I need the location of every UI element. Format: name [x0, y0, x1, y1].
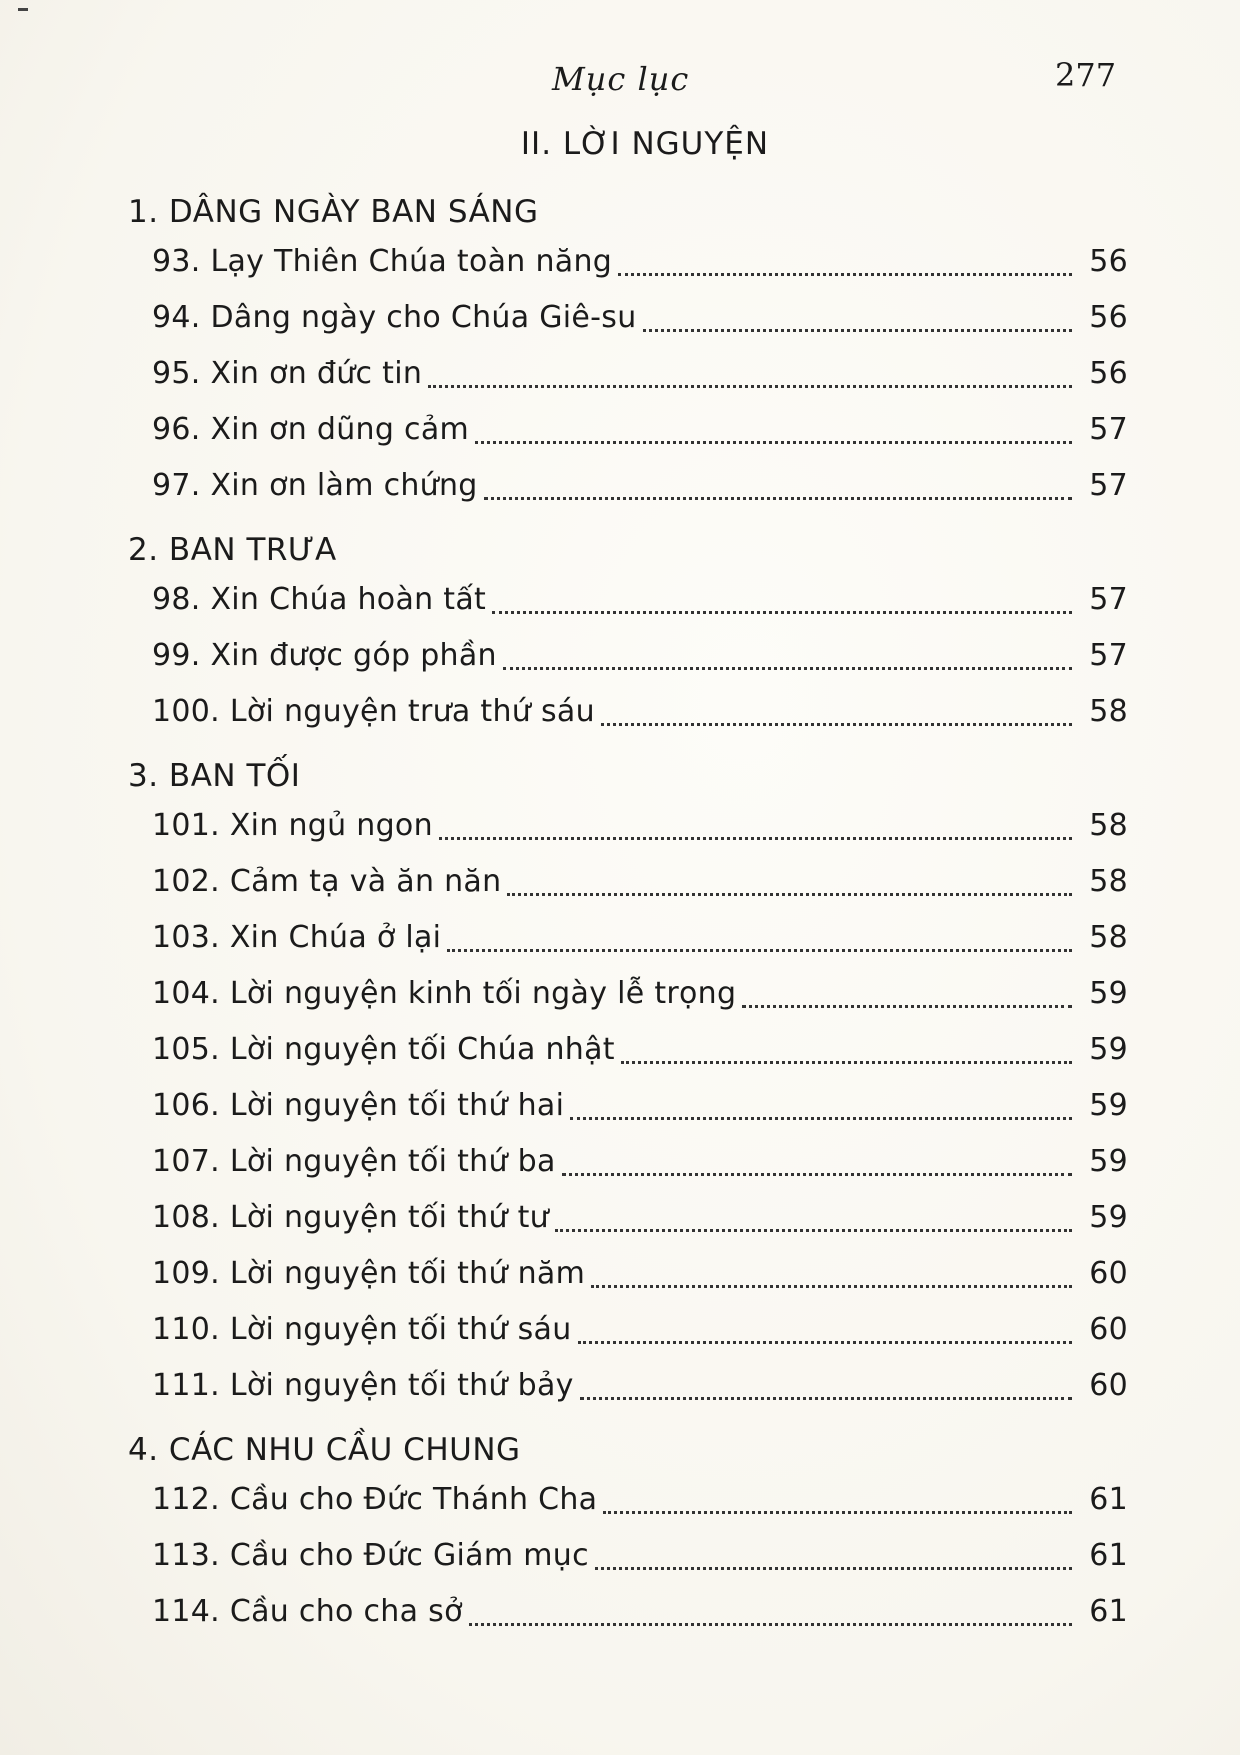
section-heading: 4. CÁC NHU CẦU CHUNG	[128, 1432, 521, 1468]
entry-title: 94. Dâng ngày cho Chúa Giê-su	[152, 300, 637, 335]
entry-title: 111. Lời nguyện tối thứ bảy	[152, 1368, 574, 1403]
dot-leader	[555, 1225, 1072, 1232]
page-number: 277	[1055, 56, 1117, 94]
entry-title: 101. Xin ngủ ngon	[152, 808, 433, 843]
toc-entry	[128, 910, 1128, 966]
dot-leader	[580, 1393, 1072, 1400]
toc-section	[128, 754, 1128, 1414]
entry-page-number: 58	[1089, 694, 1128, 729]
entry-title: 103. Xin Chúa ở lại	[152, 920, 442, 955]
toc-entry	[128, 572, 1128, 628]
entry-page-number: 59	[1089, 976, 1128, 1011]
dot-leader	[484, 493, 1072, 500]
dot-leader	[570, 1113, 1072, 1120]
dot-leader	[428, 381, 1072, 388]
section-heading: 2. BAN TRƯA	[128, 532, 337, 568]
dot-leader	[469, 1619, 1072, 1626]
entry-page-number: 61	[1089, 1482, 1128, 1517]
entry-page-number: 56	[1089, 356, 1128, 391]
dot-leader	[595, 1563, 1072, 1570]
dot-leader	[643, 325, 1072, 332]
entry-page-number: 61	[1089, 1538, 1128, 1573]
entry-page-number: 56	[1089, 300, 1128, 335]
page-header	[0, 52, 1240, 112]
entry-title: 112. Cầu cho Đức Thánh Cha	[152, 1482, 598, 1517]
toc-entry	[128, 966, 1128, 1022]
entry-page-number: 58	[1089, 808, 1128, 843]
entry-title: 109. Lời nguyện tối thứ năm	[152, 1256, 586, 1291]
toc-entry	[128, 290, 1128, 346]
dot-leader	[439, 833, 1072, 840]
dot-leader	[742, 1001, 1072, 1008]
dot-leader	[503, 663, 1072, 670]
section-heading: 1. DÂNG NGÀY BAN SÁNG	[128, 194, 539, 230]
toc-entry	[128, 798, 1128, 854]
toc-section	[128, 190, 1128, 514]
scan-mark	[18, 8, 28, 11]
toc-entry	[128, 1472, 1128, 1528]
entry-title: 93. Lạy Thiên Chúa toàn năng	[152, 244, 613, 279]
entry-title: 113. Cầu cho Đức Giám mục	[152, 1538, 589, 1573]
entry-title: 98. Xin Chúa hoàn tất	[152, 582, 487, 617]
toc-entry	[128, 684, 1128, 740]
entry-page-number: 57	[1089, 582, 1128, 617]
dot-leader	[601, 719, 1072, 726]
toc-entry	[128, 402, 1128, 458]
toc-entry	[128, 1078, 1128, 1134]
toc-entry	[128, 1246, 1128, 1302]
toc-entry	[128, 346, 1128, 402]
dot-leader	[447, 945, 1072, 952]
entry-page-number: 60	[1089, 1312, 1128, 1347]
entry-page-number: 60	[1089, 1368, 1128, 1403]
toc-entry	[128, 1302, 1128, 1358]
dot-leader	[578, 1337, 1072, 1344]
entry-title: 96. Xin ơn dũng cảm	[152, 412, 470, 447]
dot-leader	[475, 437, 1072, 444]
running-title: Mục lục	[552, 60, 690, 98]
toc-entry	[128, 1358, 1128, 1414]
entry-page-number: 59	[1089, 1032, 1128, 1067]
dot-leader	[591, 1281, 1072, 1288]
dot-leader	[507, 889, 1072, 896]
dot-leader	[603, 1507, 1072, 1514]
toc-entry	[128, 1584, 1128, 1640]
dot-leader	[621, 1057, 1072, 1064]
toc-entry	[128, 1190, 1128, 1246]
entry-title: 95. Xin ơn đức tin	[152, 356, 423, 391]
toc-entry	[128, 854, 1128, 910]
entry-page-number: 57	[1089, 468, 1128, 503]
entry-page-number: 59	[1089, 1200, 1128, 1235]
entry-page-number: 58	[1089, 920, 1128, 955]
entry-title: 99. Xin được góp phần	[152, 638, 497, 673]
toc-section	[128, 1428, 1128, 1640]
toc-entry	[128, 1022, 1128, 1078]
entry-title: 107. Lời nguyện tối thứ ba	[152, 1144, 556, 1179]
dot-leader	[562, 1169, 1072, 1176]
entry-title: 114. Cầu cho cha sở	[152, 1594, 463, 1629]
toc-entry	[128, 234, 1128, 290]
dot-leader	[618, 269, 1072, 276]
entry-title: 104. Lời nguyện kinh tối ngày lễ trọng	[152, 976, 737, 1011]
table-of-contents	[128, 190, 1128, 1640]
toc-entry	[128, 458, 1128, 514]
entry-page-number: 57	[1089, 638, 1128, 673]
entry-page-number: 59	[1089, 1088, 1128, 1123]
entry-page-number: 59	[1089, 1144, 1128, 1179]
toc-entry	[128, 1528, 1128, 1584]
entry-page-number: 56	[1089, 244, 1128, 279]
entry-title: 100. Lời nguyện trưa thứ sáu	[152, 694, 595, 729]
entry-title: 102. Cảm tạ và ăn năn	[152, 864, 502, 899]
entry-page-number: 60	[1089, 1256, 1128, 1291]
entry-page-number: 61	[1089, 1594, 1128, 1629]
toc-entry	[128, 1134, 1128, 1190]
entry-title: 110. Lời nguyện tối thứ sáu	[152, 1312, 572, 1347]
entry-title: 105. Lời nguyện tối Chúa nhật	[152, 1032, 615, 1067]
part-heading: II. LỜI NGUYỆN	[520, 126, 770, 162]
dot-leader	[492, 607, 1072, 614]
entry-title: 106. Lời nguyện tối thứ hai	[152, 1088, 565, 1123]
entry-page-number: 57	[1089, 412, 1128, 447]
toc-section	[128, 528, 1128, 740]
entry-title: 108. Lời nguyện tối thứ tư	[152, 1200, 549, 1235]
section-heading: 3. BAN TỐI	[128, 758, 301, 794]
entry-page-number: 58	[1089, 864, 1128, 899]
toc-entry	[128, 628, 1128, 684]
entry-title: 97. Xin ơn làm chứng	[152, 468, 478, 503]
